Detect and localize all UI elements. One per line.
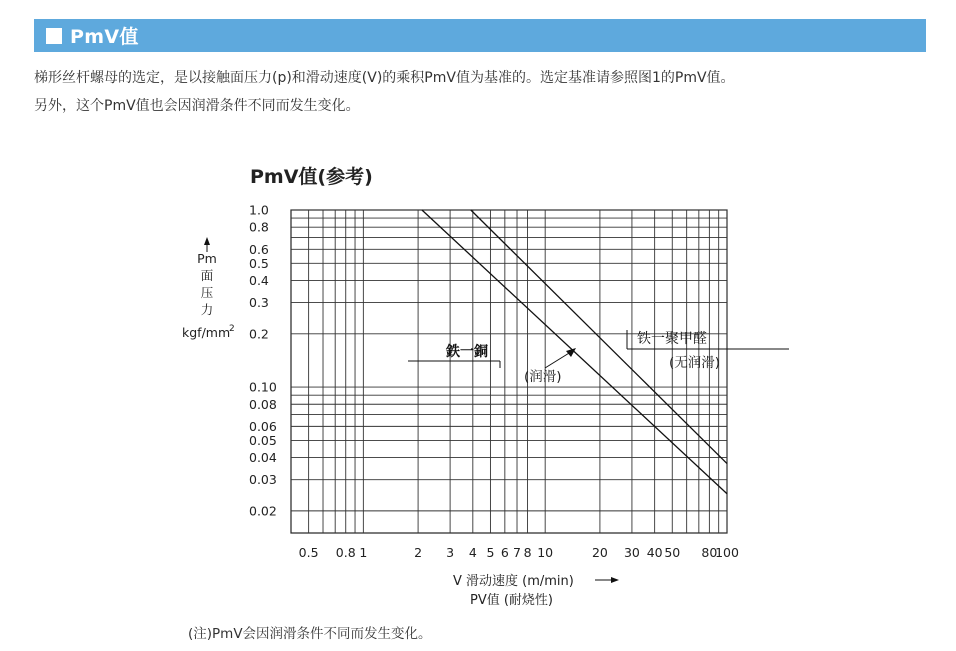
- y-axis-label: [182, 237, 235, 340]
- x-tick-label: 0.8: [335, 545, 356, 560]
- intro-line-1: 梯形丝杆螺母的选定，是以接触面压力(p)和滑动速度(V)的乘积PmV值为基准的。选定基准请参照图1的PmV值。: [34, 70, 735, 86]
- x-tick-label: 30: [623, 545, 640, 560]
- x-tick-label: 1: [359, 545, 368, 560]
- footnote: (注)PmV会因润滑条件不同而发生变化。: [188, 626, 432, 642]
- y-tick-label: 0.6: [249, 241, 269, 257]
- x-tick-label: 7: [513, 545, 521, 560]
- fe-pom-label: 铁一聚甲醛: [637, 331, 707, 347]
- y-tick-label: 0.3: [249, 295, 269, 311]
- y-tick-label: 1.0: [249, 202, 269, 218]
- y-tick-label: 0.05: [249, 432, 277, 448]
- x-tick-label: 20: [591, 545, 608, 560]
- y-tick-label: 0.08: [249, 396, 277, 412]
- y-tick-label: 0.2: [249, 326, 269, 342]
- x-tick-label: 5: [486, 545, 495, 560]
- x-axis-label: [453, 573, 619, 608]
- x-tick-label: 6: [500, 545, 509, 560]
- fe-pom-sublabel: (无润滑): [669, 355, 721, 371]
- y-axis-label-char: 压: [200, 285, 214, 300]
- y-axis-label-char: 力: [200, 302, 214, 317]
- x-tick-label: 3: [446, 545, 455, 560]
- x-tick-label: 40: [646, 545, 663, 560]
- grid: [291, 210, 727, 533]
- fe-cu-sublabel: (润滑): [524, 369, 562, 385]
- x-axis-arrow-head: [611, 577, 619, 583]
- y-tick-label: 0.10: [249, 379, 277, 395]
- section-title: PmV值: [70, 26, 139, 48]
- x-tick-label: 80: [701, 545, 718, 560]
- x-tick-label: 50: [664, 545, 681, 560]
- y-axis-label-char: Pm: [197, 251, 217, 266]
- tick-labels: [249, 203, 739, 561]
- x-tick-label: 10: [537, 545, 554, 560]
- y-axis-arrow-head: [204, 237, 210, 245]
- chart-title: PmV值(参考): [250, 166, 373, 188]
- y-axis-unit-superscript: 2: [229, 324, 235, 334]
- x-tick-label: 4: [468, 545, 477, 560]
- y-tick-label: 0.06: [249, 418, 277, 434]
- plot-frame: [291, 210, 727, 533]
- fe-cu-label: 鉄一銅: [446, 344, 488, 360]
- x-tick-label: 2: [414, 545, 423, 560]
- y-tick-label: 0.5: [249, 255, 269, 271]
- x-axis-label: V 滑动速度 (m/min): [453, 574, 574, 589]
- y-tick-label: 0.04: [249, 450, 277, 466]
- annotations: [408, 330, 789, 385]
- y-axis-label-char: 面: [200, 268, 214, 283]
- intro-line-2: 另外，这个PmV值也会因润滑条件不同而发生变化。: [34, 98, 360, 114]
- y-tick-label: 0.8: [249, 219, 269, 235]
- x-tick-label: 100: [715, 545, 739, 560]
- x-tick-label: 0.5: [298, 545, 319, 560]
- y-tick-label: 0.03: [249, 472, 277, 488]
- y-tick-label: 0.4: [249, 272, 269, 288]
- x-axis-label-2: PV值 (耐烧性): [470, 593, 554, 608]
- x-tick-label: 8: [523, 545, 532, 560]
- y-axis-unit: kgf/mm: [182, 325, 231, 340]
- y-tick-label: 0.02: [249, 503, 277, 519]
